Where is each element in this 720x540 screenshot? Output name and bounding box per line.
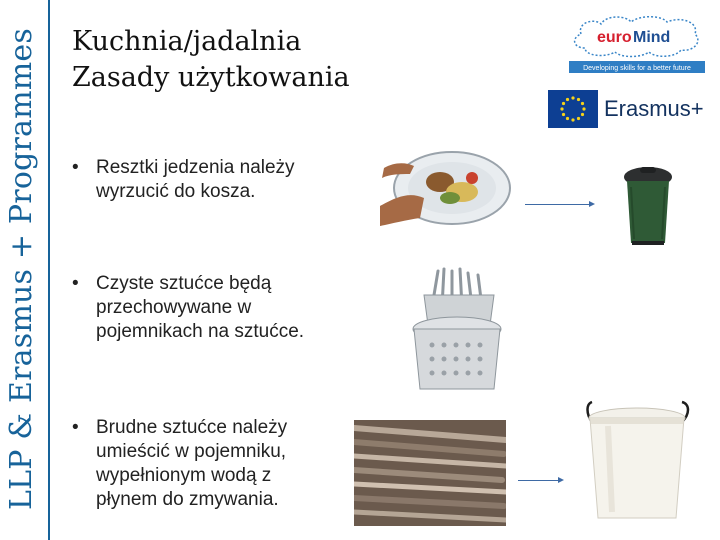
bullet-clean-cutlery xyxy=(72,272,304,344)
bullet-dot: • xyxy=(72,273,79,294)
title-line-1: Kuchnia/jadalnia xyxy=(72,26,302,57)
bullet-leftovers xyxy=(72,156,295,204)
bullet-dot: • xyxy=(72,157,79,178)
erasmus-label: Erasmus+ xyxy=(604,96,704,121)
arrow-to-bucket xyxy=(518,480,560,481)
eu-flag-icon xyxy=(548,90,598,128)
euromind-suffix: Mind xyxy=(633,29,671,46)
bullet-line: przechowywane w xyxy=(96,297,252,318)
plate-with-leftovers-photo xyxy=(380,148,514,234)
euromind-tagline: Developing skills for a better future xyxy=(583,65,691,72)
bullet-dot: • xyxy=(72,417,79,438)
bullet-line: wyrzucić do kosza. xyxy=(96,181,256,202)
bullet-line: Resztki jedzenia należy xyxy=(96,157,295,178)
bullet-line: płynem do zmywania. xyxy=(96,489,279,510)
dirty-cutlery-photo xyxy=(354,420,506,526)
sidebar-stripe xyxy=(48,0,50,540)
bullet-line: Brudne sztućce należy xyxy=(96,417,288,438)
bullet-dirty-cutlery xyxy=(72,416,287,512)
arrow-to-trash-bin xyxy=(525,204,591,205)
euromind-prefix: euro xyxy=(597,29,632,46)
bullet-line: pojemnikach na sztućce. xyxy=(96,321,305,342)
green-trash-bin-photo xyxy=(622,165,674,247)
bullet-line: umieścić w pojemniku, xyxy=(96,441,287,462)
title-line-2: Zasady użytkowania xyxy=(72,62,350,93)
euromind-logo xyxy=(567,12,707,76)
cutlery-holders-photo xyxy=(402,265,512,395)
program-label: LLP & Erasmus + Programmes xyxy=(4,28,39,510)
bullet-line: Czyste sztućce będą xyxy=(96,273,272,294)
erasmus-logo xyxy=(548,90,714,128)
slide-title xyxy=(72,24,350,96)
sidebar xyxy=(0,0,51,540)
white-bucket-photo xyxy=(578,392,696,522)
bullet-line: wypełnionym wodą z xyxy=(96,465,272,486)
